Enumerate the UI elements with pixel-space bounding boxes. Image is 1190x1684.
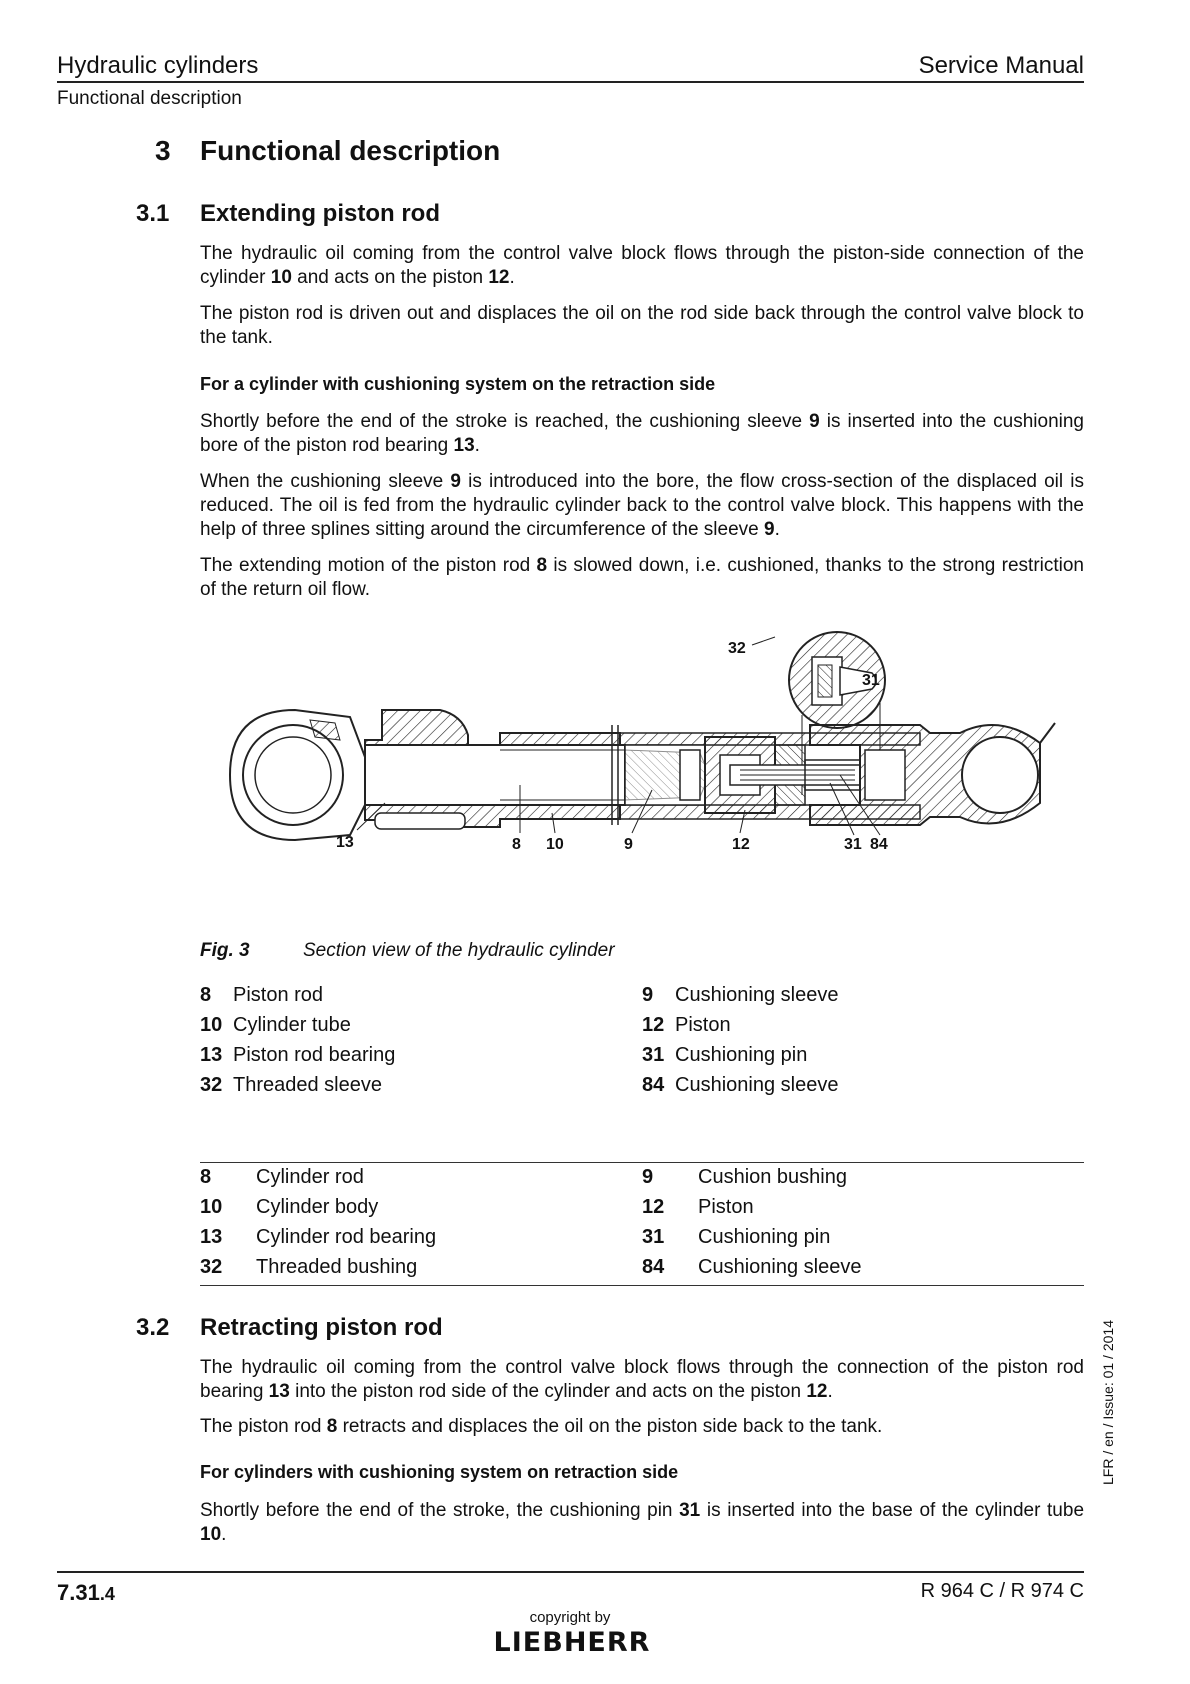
subsection-number-3-1: 3.1 [136, 200, 170, 227]
legend-item: 12 Piston [642, 1014, 731, 1036]
paragraph-3-1-1: The hydraulic oil coming from the control valve block flows through the piston-side connection of the cylinder 10 and acts on the piston 12. [200, 243, 1084, 288]
legend-item: 8 Piston rod [200, 984, 324, 1006]
table-bottom-rule [200, 1285, 1084, 1286]
figure-caption: Section view of the hydraulic cylinder [303, 940, 615, 961]
callout-13: 13 [336, 834, 354, 851]
subheading-3-2: For cylinders with cushioning system on retraction side [200, 1462, 679, 1482]
table-cell: 8 [200, 1166, 212, 1188]
rod-eye [230, 710, 365, 840]
paragraph-3-2-3: Shortly before the end of the stroke, the cushioning pin 31 is inserted into the base of the cylinder tube 10. [200, 1500, 1085, 1545]
callout-10: 10 [546, 836, 564, 853]
paragraph-3-1-2: The piston rod is driven out and displaces the oil on the rod side back through the control valve block to the tank. [200, 303, 1084, 348]
legend-item: 10 Cylinder tube [200, 1014, 351, 1036]
table-cell: 10 [200, 1196, 223, 1218]
legend-item: 13 Piston rod bearing [200, 1044, 396, 1066]
callout-32: 32 [728, 640, 746, 657]
paragraph-3-2-2: The piston rod 8 retracts and displaces the oil on the piston side back to the tank. [200, 1416, 883, 1437]
logo-text: LIEBHERR [493, 1628, 651, 1654]
table-cell: Cylinder rod bearing [256, 1226, 437, 1248]
paragraph-3-1-4: When the cushioning sleeve 9 is introduced into the bore, the flow cross-section of the displaced oil is reduced. The oil is fed from the hydraulic cylinder back to the control valve block. This happens with the help of three splines sitting around the circumference of the sleeve 9. [200, 471, 1084, 540]
legend-item: 84 Cushioning sleeve [642, 1074, 839, 1096]
table-cell: 9 [642, 1166, 654, 1188]
subsection-number-3-2: 3.2 [136, 1314, 170, 1341]
table-cell: Cushioning pin [698, 1226, 831, 1248]
paragraph-3-1-5: The extending motion of the piston rod 8 is slowed down, i.e. cushioned, thanks to the strong restriction of the return oil flow. [200, 555, 1085, 600]
page-number: 7.31.4 [57, 1580, 115, 1605]
table-cell: Cushion bushing [698, 1166, 847, 1188]
figure-label: Fig. 3 [200, 940, 250, 961]
table-cell: 32 [200, 1256, 223, 1278]
table-top-rule [200, 1162, 1084, 1163]
footer-model: R 964 C / R 974 C [920, 1580, 1084, 1602]
table-cell: Cylinder rod [256, 1166, 364, 1188]
side-issue-text: LFR / en / Issue: 01 / 2014 [1100, 1320, 1116, 1485]
subheading-3-1: For a cylinder with cushioning system on the retraction side [200, 374, 716, 394]
table-cell: Threaded bushing [256, 1256, 418, 1278]
table-cell: 31 [642, 1226, 665, 1248]
table-cell: Piston [698, 1196, 754, 1218]
table-cell: 12 [642, 1196, 665, 1218]
callout-84: 84 [870, 836, 888, 853]
paragraph-3-2-1: The hydraulic oil coming from the control valve block flows through the connection of the piston rod bearing 13 into the piston rod side of the cylinder and acts on the piston 12. [200, 1357, 1084, 1402]
liebherr-logo [475, 1628, 670, 1654]
piston-rod [365, 745, 625, 805]
paragraph-3-1-3: Shortly before the end of the stroke is reached, the cushioning sleeve 9 is inserted into the cushioning bore of the piston rod bearing 13. [200, 411, 1084, 456]
table-cell: 13 [200, 1226, 223, 1248]
header-title: Hydraulic cylinders [57, 52, 259, 79]
section-title: Functional description [200, 135, 501, 166]
callout-12: 12 [732, 836, 750, 853]
footer-rule [57, 1571, 1084, 1573]
subsection-title-3-1: Extending piston rod [200, 200, 440, 227]
legend-item: 32 Threaded sleeve [200, 1074, 382, 1096]
copyright-text: copyright by [529, 1609, 611, 1626]
section-number: 3 [155, 135, 171, 166]
header-rule [57, 81, 1084, 83]
callout-8: 8 [512, 836, 521, 853]
subsection-title-3-2: Retracting piston rod [200, 1314, 443, 1341]
callout-31-top: 31 [862, 672, 880, 689]
callout-9: 9 [624, 836, 633, 853]
hydraulic-cylinder-diagram [200, 625, 1084, 925]
legend-item: 31 Cushioning pin [642, 1044, 808, 1066]
header-manual-type: Service Manual [918, 52, 1084, 79]
table-cell: Cylinder body [256, 1196, 379, 1218]
callout-31: 31 [844, 836, 862, 853]
header-subtitle: Functional description [57, 88, 242, 109]
legend-item: 9 Cushioning sleeve [642, 984, 839, 1006]
table-cell: Cushioning sleeve [698, 1256, 862, 1278]
table-cell: 84 [642, 1256, 665, 1278]
